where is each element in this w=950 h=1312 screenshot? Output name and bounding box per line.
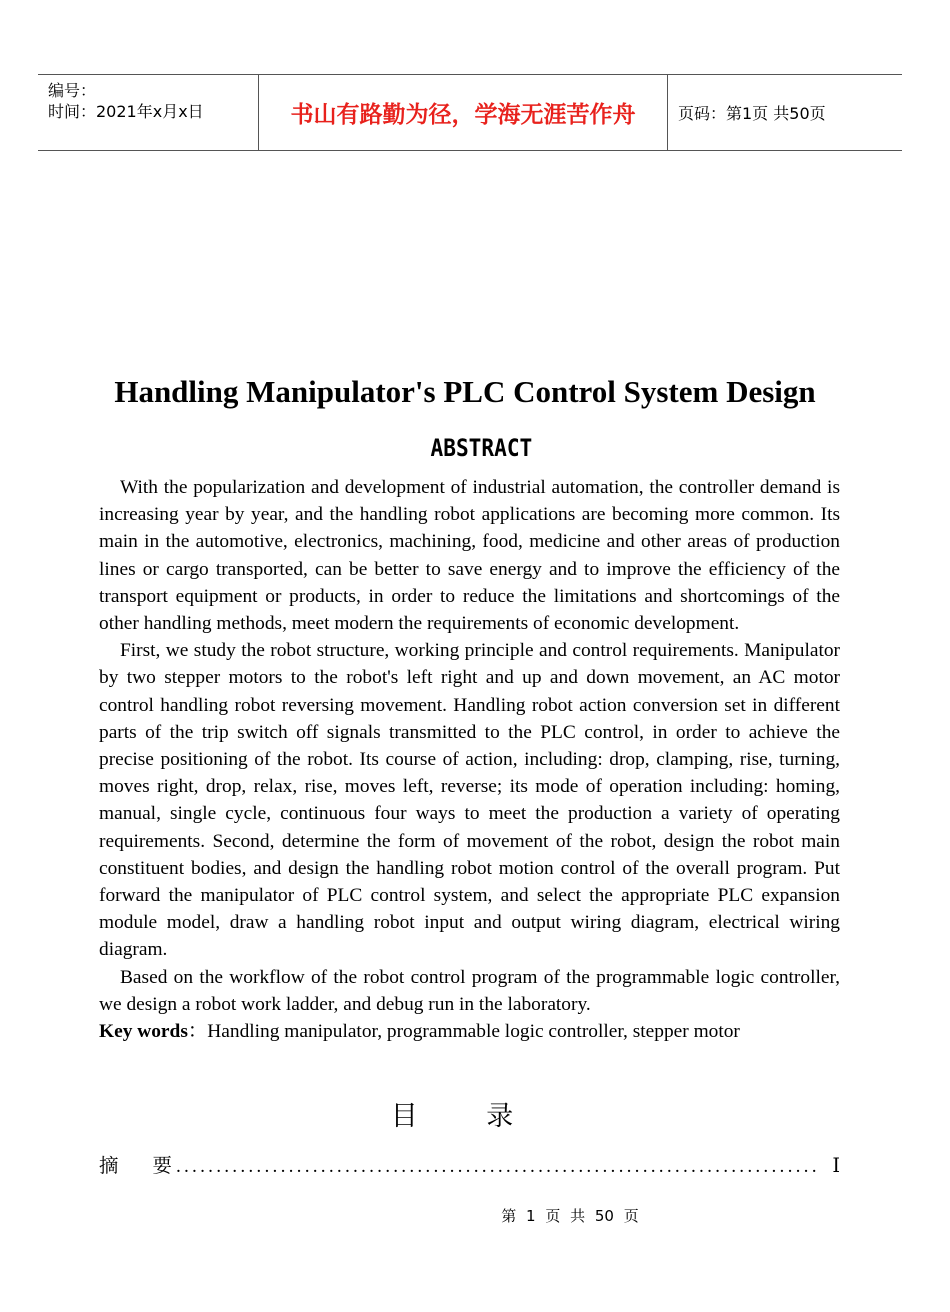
serial-number-label: 编号：	[48, 81, 97, 100]
document-title: Handling Manipulator's PLC Control System Design	[114, 374, 816, 409]
header-meta-cell	[38, 75, 259, 150]
footer-page-number: 第 1 页 共 50 页	[501, 1207, 639, 1225]
keywords-line	[99, 1018, 840, 1045]
header-motto: 书山有路勤为径，学海无涯苦作舟	[259, 75, 668, 150]
abstract-heading-text: ABSTRACT	[430, 434, 533, 462]
toc-entry-page: I	[832, 1154, 840, 1177]
page-header	[38, 74, 902, 151]
abstract-paragraph: Based on the workflow of the robot control program of the programmable logic controller, we design a robot work ladder, and debug run in the laboratory.	[99, 966, 840, 1015]
toc-heading: 目 录	[390, 1101, 544, 1132]
abstract-paragraph: With the popularization and development of industrial automation, the controller demand is increasing year by year, and the handling robot applications are becoming more common. Its main in the automotive, electronics, machining, food, medicine and other areas of production lines or cargo transported, can be better to save energy and to improve the efficiency of the transport equipment or products, in order to reduce the limitations and shortcomings of the other handling methods, meet modern the requirements of economic development.	[99, 477, 840, 635]
toc-entry-leader: ................................................................................	[175, 1156, 820, 1177]
time-label: 时间：2021年x月x日	[48, 102, 204, 121]
page-footer	[0, 1205, 950, 1226]
header-page-info: 页码：第1页 共50页	[678, 104, 826, 123]
keywords-text: Handling manipulator, programmable logic controller, stepper motor	[207, 1021, 740, 1043]
keywords-label: Key words	[99, 1021, 188, 1043]
toc-entry-label: 摘 要	[99, 1154, 186, 1177]
abstract-heading	[103, 434, 939, 462]
keywords-separator: ：	[187, 1021, 208, 1043]
abstract-body	[99, 474, 840, 1045]
abstract-paragraph: First, we study the robot structure, working principle and control requirements. Manipulator by two stepper motors to the robot's left right and up and down movement, an AC motor control handling robot reversing movement. Handling robot action conversion set in different parts of the trip switch off signals transmitted to the PLC control, in order to achieve the precise positioning of the robot. Its course of action, including: drop, clamping, rise, turning, moves right, drop, relax, rise, moves left, reverse; its mode of operation including: homing, manual, single cycle, continuous four ways to meet the production a variety of operating requirements. Second, determine the form of movement of the robot, design the robot main constituent bodies, and design the handling robot motion control of the overall program. Put forward the manipulator of PLC control system, and select the appropriate PLC expansion module model, draw a handling robot input and output wiring diagram, electrical wiring diagram.	[99, 640, 840, 961]
toc-entry[interactable]	[99, 1150, 840, 1178]
